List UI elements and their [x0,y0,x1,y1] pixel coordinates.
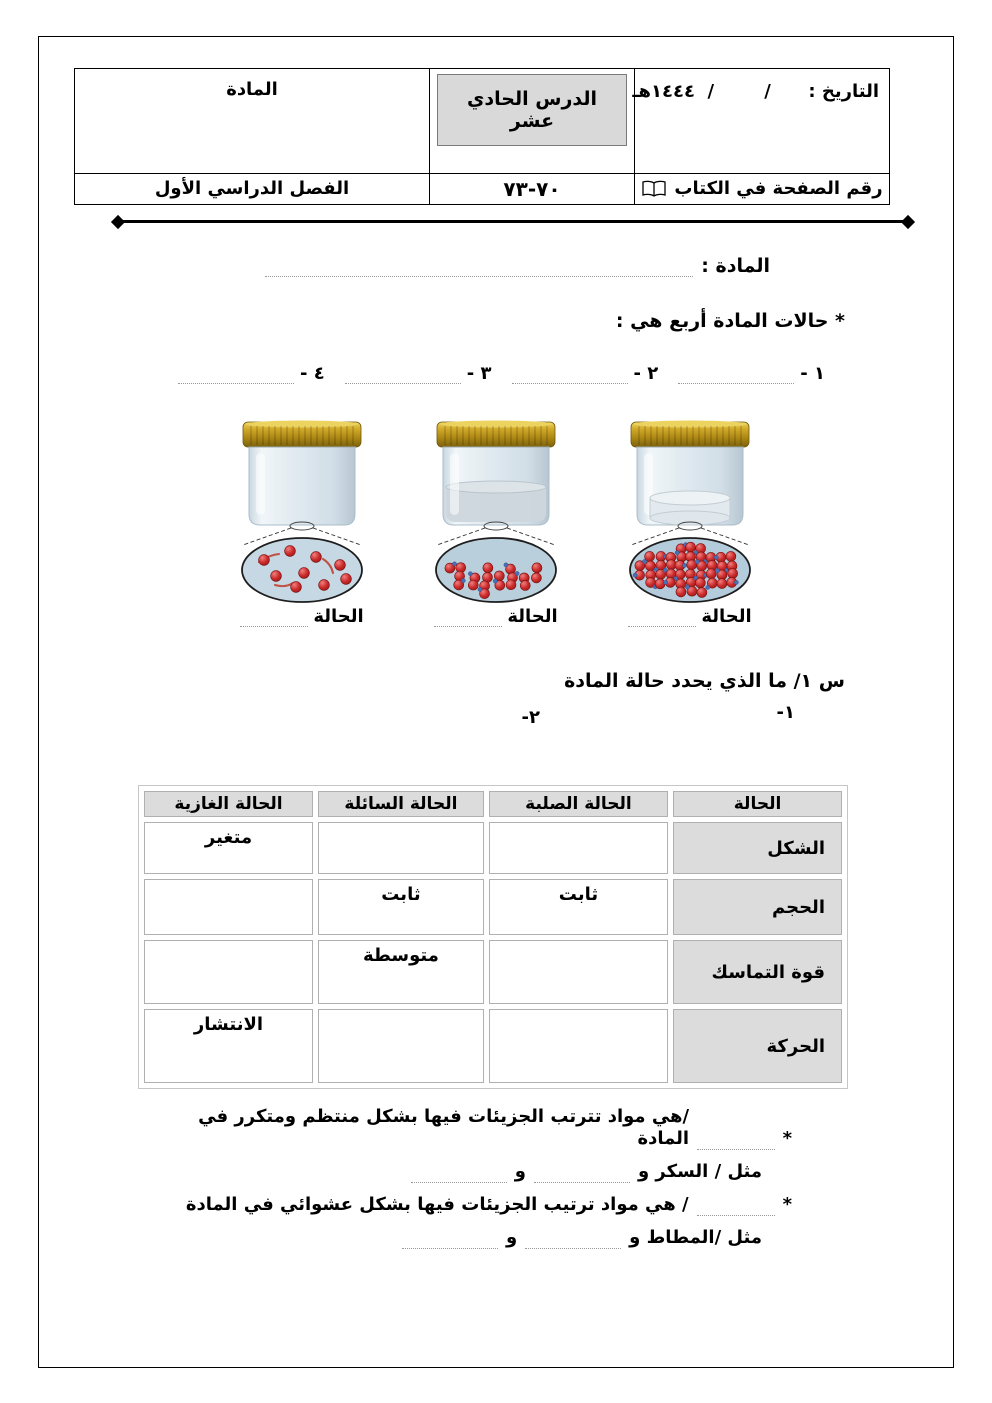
section-divider [118,220,908,223]
blank-line [512,365,628,384]
blank-line [265,257,693,277]
col-header-liquid: الحالة السائلة [318,791,484,817]
cell-volume-gas [144,879,313,935]
liquid-inside [446,481,546,522]
jar-lid [437,421,555,448]
cell-movement-gas: الانتشار [144,1009,313,1083]
date-field: التاريخ : / / ١٤٤٤هـ [635,69,890,174]
page-number-label: رقم الصفحة في الكتاب [674,178,883,200]
jar-liquid [401,415,591,609]
star: * [782,1194,792,1215]
solid-block-inside [650,491,730,525]
blank-line [402,1230,498,1249]
jars-illustration-row [0,415,992,609]
lesson-cell [430,69,635,174]
matter-label: المادة : [701,255,770,277]
table-row-cohesion [144,940,842,1004]
state-blank-4: ٤ - [178,363,325,384]
page-numbers: ٧٠-٧٣ [430,173,635,204]
blank-line [697,1197,775,1216]
table-row-shape [144,822,842,874]
state-blank-1: ١ - [678,363,825,384]
definition-line-1: * /هي مواد تترتب الجزيئات فيها بشكل منتظم ومتكرر في المادة [198,1106,792,1149]
jar-gas-image [207,415,397,605]
examples-line-1: مثل / السكر و و [144,1161,792,1183]
states-heading: * حالات المادة أربع هي : [615,310,845,332]
question-1-item-2: ٢- [521,707,540,728]
matter-definition-line [265,255,770,277]
state-label-solid: الحالة [595,606,785,627]
header-table [74,68,890,205]
col-header-state: الحالة [673,791,842,817]
cell-shape-gas: متغير [144,822,313,874]
cell-movement-solid [489,1009,668,1083]
definition-line-2: * / هي مواد ترتيب الجزيئات فيها بشكل عشوائي في المادة [185,1194,792,1215]
row-label-volume: الحجم [673,879,842,935]
question-1-item-1: ١- [776,702,795,723]
cell-cohesion-solid [489,940,668,1004]
jar-liquid-image [401,415,591,605]
row-label-cohesion: قوة التماسك [673,940,842,1004]
cell-shape-liquid [318,822,484,874]
blank-line [534,1164,630,1183]
jar-solid [595,415,785,609]
subject-label: المادة [75,69,430,174]
cell-movement-liquid [318,1009,484,1083]
col-header-solid: الحالة الصلبة [489,791,668,817]
blank-line [697,1131,774,1150]
blank-line [345,365,461,384]
page-number-cell [635,173,890,204]
state-blank-2: ٢ - [512,363,659,384]
book-icon [641,180,667,198]
cell-volume-solid: ثابت [489,879,668,935]
cell-volume-liquid: ثابت [318,879,484,935]
row-label-movement: الحركة [673,1009,842,1083]
table-header-row [144,791,842,817]
state-label-liquid: الحالة [401,606,591,627]
blank-line [240,608,308,627]
examples-line-2: مثل /المطاط و و [144,1227,792,1249]
definitions-section [144,1106,792,1260]
blank-line [525,1230,621,1249]
jar-lid [631,421,749,448]
blank-line [628,608,696,627]
cell-cohesion-gas [144,940,313,1004]
star: * [782,1128,792,1149]
blank-line [178,365,294,384]
jar-gas [207,415,397,609]
jar-solid-image [595,415,785,605]
col-header-gas: الحالة الغازية [144,791,313,817]
blank-line [678,365,794,384]
table-row-movement [144,1009,842,1083]
state-labels-row [0,606,992,627]
state-blank-3: ٣ - [345,363,492,384]
semester-label: الفصل الدراسي الأول [75,173,430,204]
states-properties-table [138,785,848,1089]
question-1: س ١/ ما الذي يحدد حالة المادة [564,670,845,692]
states-blanks-row [178,363,825,384]
lesson-title: الدرس الحادي عشر [437,74,627,146]
cell-cohesion-liquid: متوسطة [318,940,484,1004]
blank-line [411,1164,507,1183]
blank-line [434,608,502,627]
row-label-shape: الشكل [673,822,842,874]
table-row-volume [144,879,842,935]
cell-shape-solid [489,822,668,874]
state-label-gas: الحالة [207,606,397,627]
jar-lid [243,421,361,448]
